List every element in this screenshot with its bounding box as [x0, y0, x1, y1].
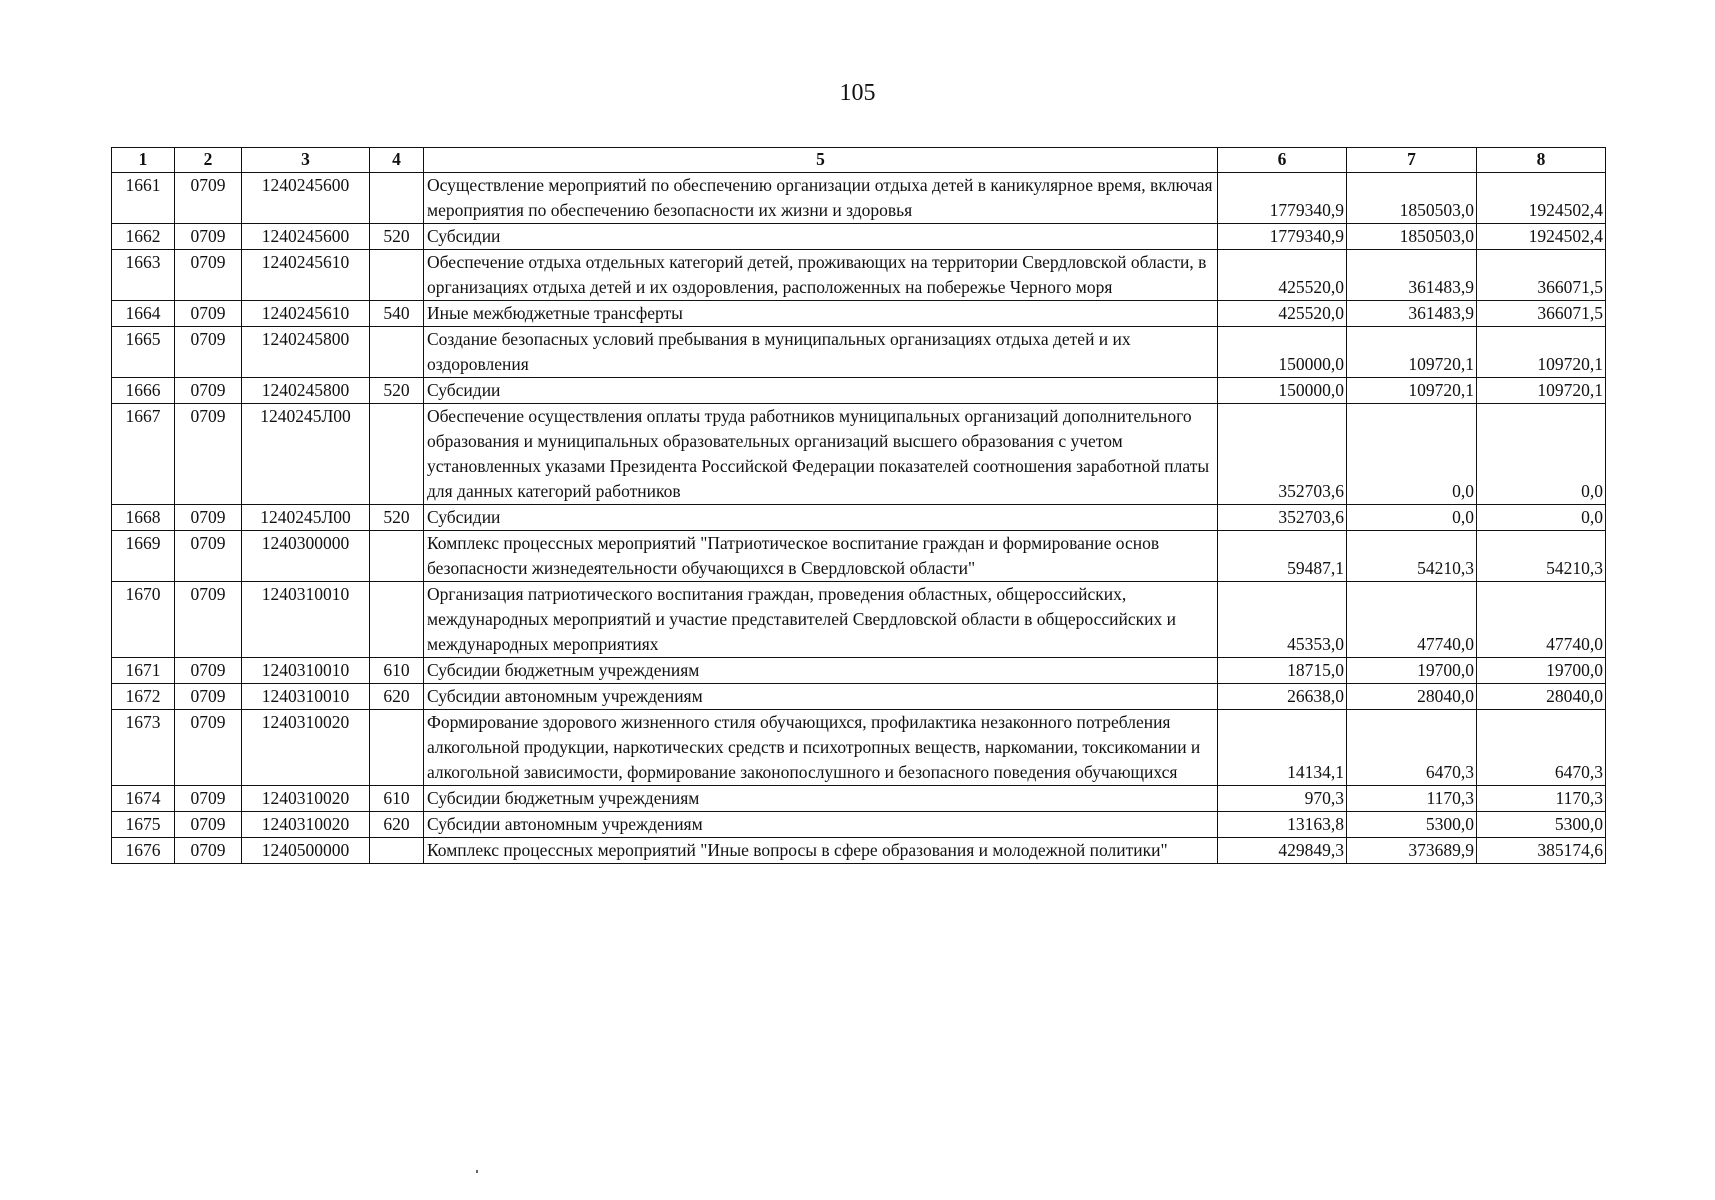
column-header-4: 4	[370, 148, 424, 173]
item-description: Субсидии автономным учреждениям	[424, 812, 1218, 838]
target-article-code: 1240245610	[242, 250, 370, 301]
item-description: Комплекс процессных мероприятий "Иные вопросы в сфере образования и молодежной политики"	[424, 838, 1218, 864]
row-number: 1665	[112, 327, 175, 378]
item-description: Субсидии бюджетным учреждениям	[424, 658, 1218, 684]
table-row	[112, 505, 1606, 531]
amount-col6: 150000,0	[1218, 378, 1347, 404]
row-number: 1661	[112, 173, 175, 224]
row-number: 1673	[112, 710, 175, 786]
item-description: Субсидии	[424, 224, 1218, 250]
row-number: 1669	[112, 531, 175, 582]
column-header-8: 8	[1477, 148, 1606, 173]
row-number: 1668	[112, 505, 175, 531]
amount-col7: 361483,9	[1347, 250, 1477, 301]
item-description: Субсидии бюджетным учреждениям	[424, 786, 1218, 812]
target-article-code: 1240245610	[242, 301, 370, 327]
amount-col8: 109720,1	[1477, 327, 1606, 378]
amount-col7: 47740,0	[1347, 582, 1477, 658]
page-number: 105	[839, 80, 876, 106]
item-description: Обеспечение отдыха отдельных категорий детей, проживающих на территории Свердловской области, в организациях отдыха детей и их оздоровления, расположенных на побережье Черного моря	[424, 250, 1218, 301]
amount-col7: 5300,0	[1347, 812, 1477, 838]
amount-col8: 366071,5	[1477, 250, 1606, 301]
amount-col6: 45353,0	[1218, 582, 1347, 658]
item-description: Субсидии автономным учреждениям	[424, 684, 1218, 710]
table-row	[112, 404, 1606, 505]
expense-type-code	[370, 838, 424, 864]
target-article-code: 1240310010	[242, 684, 370, 710]
section-code: 0709	[175, 301, 242, 327]
header-row	[112, 148, 1606, 173]
section-code: 0709	[175, 582, 242, 658]
amount-col7: 373689,9	[1347, 838, 1477, 864]
amount-col8: 1924502,4	[1477, 173, 1606, 224]
amount-col8: 0,0	[1477, 505, 1606, 531]
amount-col8: 5300,0	[1477, 812, 1606, 838]
amount-col8: 28040,0	[1477, 684, 1606, 710]
amount-col7: 1850503,0	[1347, 173, 1477, 224]
budget-table	[111, 147, 1606, 864]
section-code: 0709	[175, 505, 242, 531]
item-description: Организация патриотического воспитания граждан, проведения областных, общероссийских, международных мероприятий и участие представителей Свердловской области в общероссийских и международных мероприятиях	[424, 582, 1218, 658]
amount-col7: 0,0	[1347, 404, 1477, 505]
target-article-code: 1240310020	[242, 786, 370, 812]
target-article-code: 1240310010	[242, 582, 370, 658]
row-number: 1674	[112, 786, 175, 812]
table-row	[112, 327, 1606, 378]
table-row	[112, 582, 1606, 658]
target-article-code: 1240500000	[242, 838, 370, 864]
amount-col6: 1779340,9	[1218, 173, 1347, 224]
row-number: 1664	[112, 301, 175, 327]
amount-col7: 54210,3	[1347, 531, 1477, 582]
target-article-code: 1240245Л00	[242, 505, 370, 531]
section-code: 0709	[175, 378, 242, 404]
table-row	[112, 710, 1606, 786]
section-code: 0709	[175, 786, 242, 812]
row-number: 1671	[112, 658, 175, 684]
section-code: 0709	[175, 658, 242, 684]
column-header-2: 2	[175, 148, 242, 173]
expense-type-code	[370, 173, 424, 224]
expense-type-code	[370, 404, 424, 505]
amount-col8: 109720,1	[1477, 378, 1606, 404]
section-code: 0709	[175, 250, 242, 301]
expense-type-code	[370, 582, 424, 658]
target-article-code: 1240245800	[242, 378, 370, 404]
table-row	[112, 812, 1606, 838]
item-description: Формирование здорового жизненного стиля обучающихся, профилактика незаконного потребления алкогольной продукции, наркотических средств и психотропных веществ, наркомании, токсикомании и алкогольной зависимости, формирование законопослушного и безопасного поведения обучающихся	[424, 710, 1218, 786]
amount-col7: 1850503,0	[1347, 224, 1477, 250]
row-number: 1676	[112, 838, 175, 864]
item-description: Осуществление мероприятий по обеспечению организации отдыха детей в каникулярное время, включая мероприятия по обеспечению безопасности их жизни и здоровья	[424, 173, 1218, 224]
section-code: 0709	[175, 838, 242, 864]
row-number: 1667	[112, 404, 175, 505]
amount-col6: 425520,0	[1218, 301, 1347, 327]
item-description: Иные межбюджетные трансферты	[424, 301, 1218, 327]
section-code: 0709	[175, 710, 242, 786]
amount-col7: 1170,3	[1347, 786, 1477, 812]
item-description: Субсидии	[424, 378, 1218, 404]
target-article-code: 1240245600	[242, 173, 370, 224]
amount-col6: 970,3	[1218, 786, 1347, 812]
scan-speck	[476, 1170, 478, 1173]
table-row	[112, 224, 1606, 250]
expense-type-code: 520	[370, 378, 424, 404]
amount-col7: 19700,0	[1347, 658, 1477, 684]
row-number: 1675	[112, 812, 175, 838]
target-article-code: 1240300000	[242, 531, 370, 582]
amount-col8: 1170,3	[1477, 786, 1606, 812]
item-description: Субсидии	[424, 505, 1218, 531]
target-article-code: 1240310010	[242, 658, 370, 684]
table-row	[112, 658, 1606, 684]
amount-col7: 6470,3	[1347, 710, 1477, 786]
table-row	[112, 173, 1606, 224]
amount-col7: 361483,9	[1347, 301, 1477, 327]
section-code: 0709	[175, 224, 242, 250]
column-header-5: 5	[424, 148, 1218, 173]
column-header-7: 7	[1347, 148, 1477, 173]
expense-type-code	[370, 531, 424, 582]
row-number: 1663	[112, 250, 175, 301]
expense-type-code: 610	[370, 786, 424, 812]
amount-col6: 59487,1	[1218, 531, 1347, 582]
table-row	[112, 250, 1606, 301]
amount-col6: 14134,1	[1218, 710, 1347, 786]
amount-col8: 47740,0	[1477, 582, 1606, 658]
amount-col8: 0,0	[1477, 404, 1606, 505]
section-code: 0709	[175, 404, 242, 505]
target-article-code: 1240245600	[242, 224, 370, 250]
target-article-code: 1240245Л00	[242, 404, 370, 505]
amount-col7: 109720,1	[1347, 327, 1477, 378]
amount-col7: 0,0	[1347, 505, 1477, 531]
amount-col6: 150000,0	[1218, 327, 1347, 378]
amount-col8: 366071,5	[1477, 301, 1606, 327]
amount-col8: 385174,6	[1477, 838, 1606, 864]
section-code: 0709	[175, 812, 242, 838]
expense-type-code: 620	[370, 684, 424, 710]
amount-col6: 1779340,9	[1218, 224, 1347, 250]
amount-col8: 6470,3	[1477, 710, 1606, 786]
section-code: 0709	[175, 173, 242, 224]
expense-type-code: 540	[370, 301, 424, 327]
amount-col6: 18715,0	[1218, 658, 1347, 684]
amount-col6: 26638,0	[1218, 684, 1347, 710]
amount-col7: 109720,1	[1347, 378, 1477, 404]
target-article-code: 1240310020	[242, 710, 370, 786]
section-code: 0709	[175, 531, 242, 582]
expense-type-code	[370, 710, 424, 786]
amount-col8: 19700,0	[1477, 658, 1606, 684]
expense-type-code: 520	[370, 224, 424, 250]
section-code: 0709	[175, 684, 242, 710]
amount-col8: 1924502,4	[1477, 224, 1606, 250]
amount-col6: 425520,0	[1218, 250, 1347, 301]
amount-col6: 352703,6	[1218, 505, 1347, 531]
section-code: 0709	[175, 327, 242, 378]
item-description: Создание безопасных условий пребывания в муниципальных организациях отдыха детей и их оздоровления	[424, 327, 1218, 378]
expense-type-code	[370, 327, 424, 378]
item-description: Обеспечение осуществления оплаты труда работников муниципальных организаций дополнительного образования и муниципальных образовательных организаций высшего образования с учетом установленных указами Президента Российской Федерации показателей соотношения заработной платы для данных категорий работников	[424, 404, 1218, 505]
amount-col6: 13163,8	[1218, 812, 1347, 838]
table-row	[112, 378, 1606, 404]
amount-col6: 352703,6	[1218, 404, 1347, 505]
row-number: 1670	[112, 582, 175, 658]
table-row	[112, 684, 1606, 710]
expense-type-code: 620	[370, 812, 424, 838]
row-number: 1672	[112, 684, 175, 710]
expense-type-code: 520	[370, 505, 424, 531]
table-row	[112, 838, 1606, 864]
column-header-6: 6	[1218, 148, 1347, 173]
amount-col6: 429849,3	[1218, 838, 1347, 864]
expense-type-code	[370, 250, 424, 301]
table-row	[112, 786, 1606, 812]
row-number: 1662	[112, 224, 175, 250]
row-number: 1666	[112, 378, 175, 404]
item-description: Комплекс процессных мероприятий "Патриотическое воспитание граждан и формирование основ безопасности жизнедеятельности обучающихся в Свердловской области"	[424, 531, 1218, 582]
expense-type-code: 610	[370, 658, 424, 684]
amount-col8: 54210,3	[1477, 531, 1606, 582]
amount-col7: 28040,0	[1347, 684, 1477, 710]
table-row	[112, 301, 1606, 327]
target-article-code: 1240310020	[242, 812, 370, 838]
table-row	[112, 531, 1606, 582]
target-article-code: 1240245800	[242, 327, 370, 378]
column-header-3: 3	[242, 148, 370, 173]
column-header-1: 1	[112, 148, 175, 173]
